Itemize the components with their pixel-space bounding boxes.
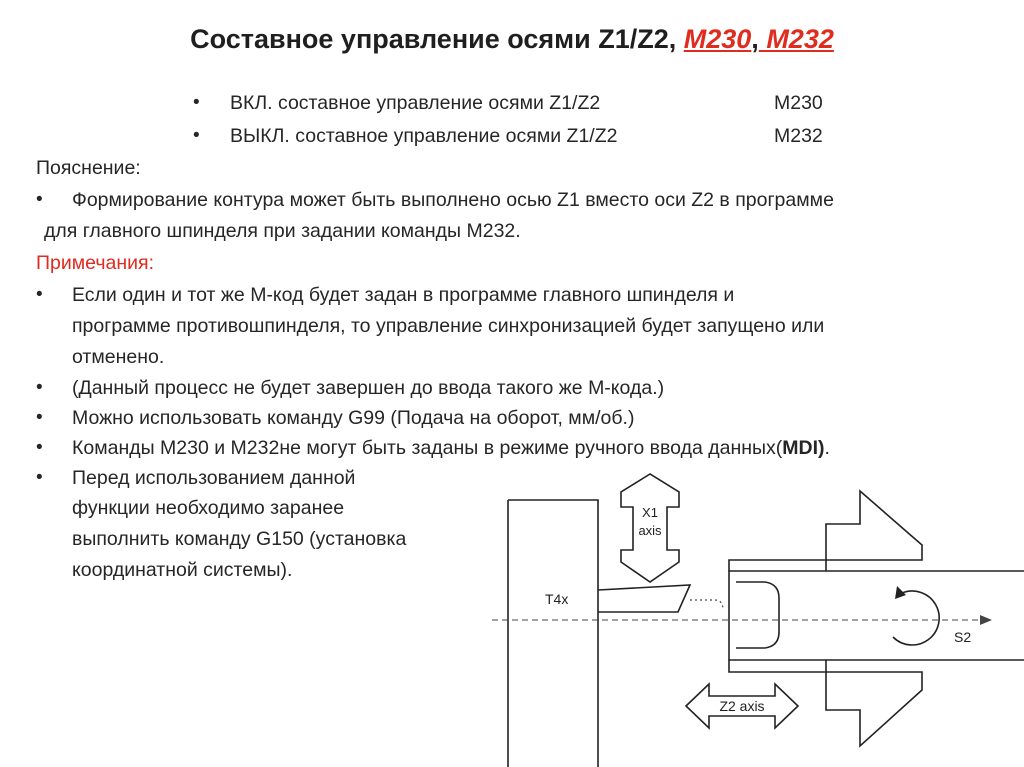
x1-axis-label-2: axis — [638, 523, 662, 538]
tool-path-dotted — [690, 600, 723, 610]
chuck-pocket — [736, 582, 779, 648]
list-item-on: ВКЛ. составное управление осями Z1/Z2 — [230, 92, 601, 114]
note-1-line-2: программе противошпинделя, то управление синхронизацией будет запущено или — [72, 315, 825, 337]
bullet-icon: • — [36, 437, 43, 458]
note-1-line-3: отменено. — [72, 346, 165, 368]
title-code-m232: М232 — [758, 24, 834, 54]
title-code-m230: М230 — [683, 24, 752, 54]
bullet-icon: • — [193, 125, 200, 146]
list-item-off: ВЫКЛ. составное управление осями Z1/Z2 — [230, 125, 618, 147]
bullet-icon: • — [193, 92, 200, 113]
list-item-on-code: M230 — [774, 92, 823, 114]
spindle-flange-upper — [729, 491, 922, 571]
bullet-icon: • — [36, 407, 43, 428]
note-4-text: Команды М230 и М232не могут быть заданы в режиме ручного ввода данных( — [72, 437, 783, 459]
note-4-bold: MDI) — [782, 437, 825, 459]
bullet-icon: • — [36, 377, 43, 398]
list-item-off-code: M232 — [774, 125, 823, 147]
x1-axis-label: X1 — [642, 505, 658, 520]
tool-holder — [508, 500, 598, 767]
explanation-line-1: Формирование контура может быть выполнено осью Z1 вместо оси Z2 в программе — [72, 189, 834, 211]
note-5-line-3: выполнить команду G150 (установка — [72, 528, 407, 550]
note-2: (Данный процесс не будет завершен до ввода такого же М-кода.) — [72, 377, 665, 399]
note-3: Можно использовать команду G99 (Подача на оборот, мм/об.) — [72, 407, 635, 429]
explanation-line-2: для главного шпинделя при задании команды М232. — [44, 220, 521, 242]
notes-heading: Примечания: — [36, 252, 154, 274]
note-4-end: . — [824, 437, 830, 459]
note-1-line-1: Если один и тот же М-код будет задан в программе главного шпинделя и — [72, 284, 735, 306]
note-5-line-1: Перед использованием данной — [72, 467, 356, 489]
spindle-label: S2 — [954, 629, 972, 645]
tool-label: T4x — [545, 591, 569, 607]
bullet-icon: • — [36, 189, 43, 210]
z2-axis-label: Z2 axis — [719, 698, 765, 714]
bullet-icon: • — [36, 284, 43, 305]
note-5-line-2: функции необходимо заранее — [72, 497, 345, 519]
title-main: Составное управление осями Z1/Z2, — [190, 24, 684, 54]
center-line-arrowhead — [980, 615, 992, 625]
tool-insert — [598, 585, 690, 612]
explanation-heading: Пояснение: — [36, 157, 141, 179]
bullet-icon: • — [36, 467, 43, 488]
rotation-arrow — [893, 591, 939, 645]
note-5-line-4: координатной системы). — [72, 559, 293, 581]
title-separator: , — [751, 24, 759, 54]
